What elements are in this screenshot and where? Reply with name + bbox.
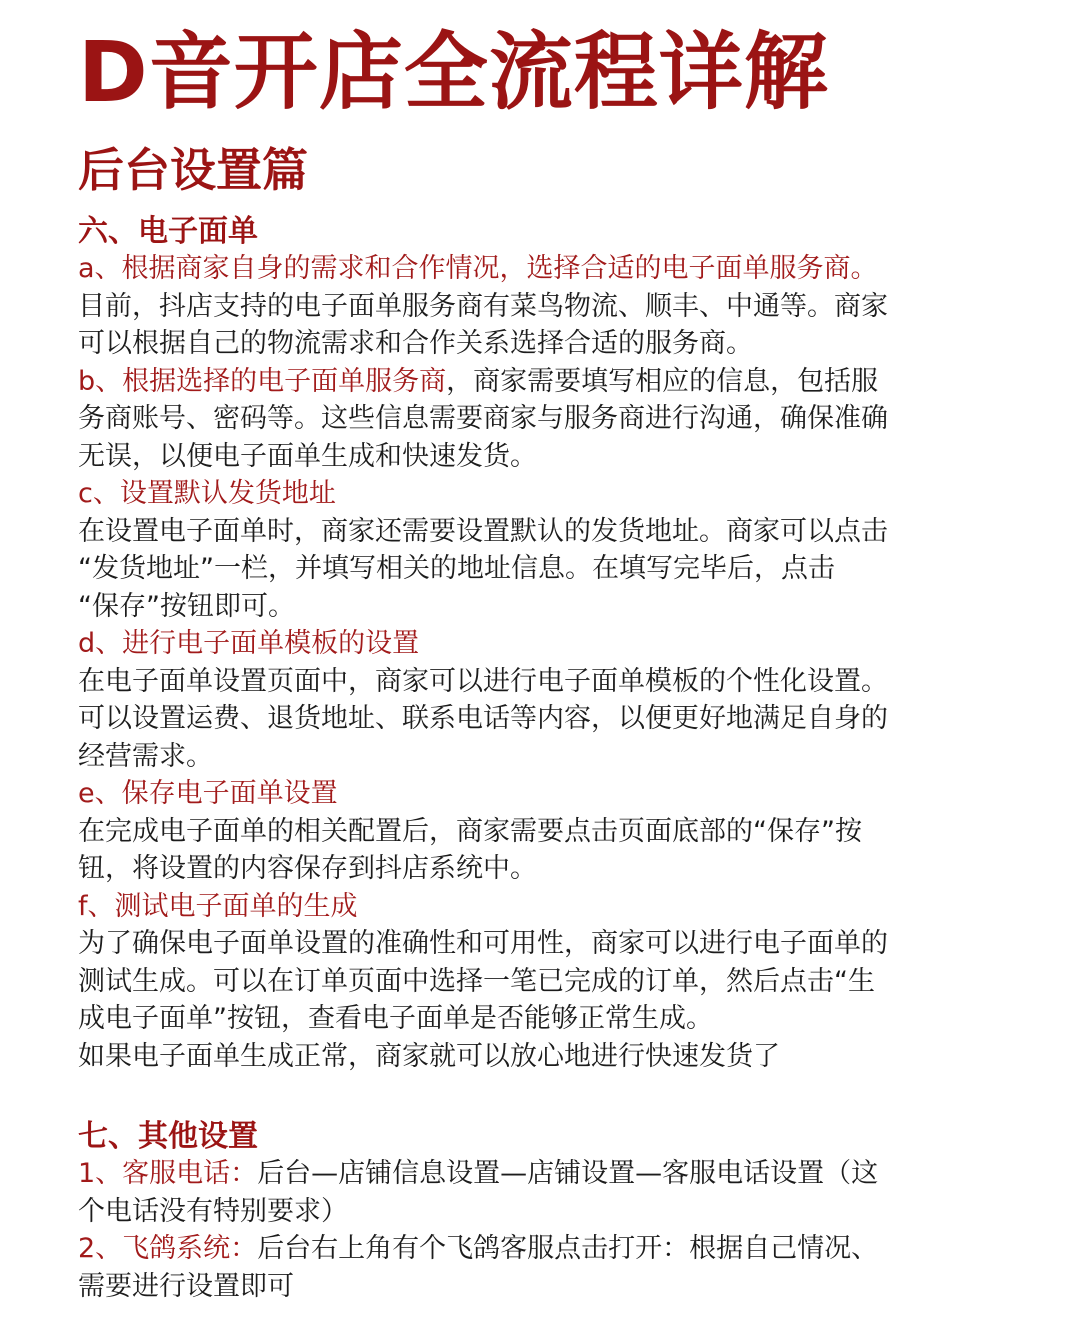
item-heading-b: b、根据选择的电子面单服务商 — [78, 365, 447, 397]
section-heading: 七、其他设置 — [78, 1119, 258, 1154]
item-body-f — [78, 925, 1010, 1075]
setting-text: 需要进行设置即可 — [78, 1270, 294, 1302]
text-line: 如果电子面单生成正常，商家就可以放心地进行快速发货了 — [78, 1040, 780, 1072]
item-body-d — [78, 663, 1010, 776]
section-other-settings — [78, 1119, 1010, 1305]
item-body-e — [78, 813, 1010, 888]
item-heading-d: d、进行电子面单模板的设置 — [78, 628, 420, 659]
item-heading-a: a、根据商家自身的需求和合作情况，选择合适的电子面单服务商。 — [78, 253, 878, 284]
page-title: D音开店全流程详解 — [78, 23, 829, 121]
setting-text: 个电话没有特别要求） — [78, 1195, 348, 1227]
text-line: 在设置电子面单时，商家还需要设置默认的发货地址。商家可以点击 — [78, 515, 888, 547]
setting-line — [78, 1155, 1010, 1193]
text-line: 在完成电子面单的相关配置后，商家需要点击页面底部的“保存”按 — [78, 815, 862, 847]
text-line: “保存”按钮即可。 — [78, 590, 295, 622]
item-body-b — [78, 363, 1010, 476]
section-heading: 六、电子面单 — [78, 214, 258, 249]
setting-line — [78, 1230, 1010, 1268]
item-body-c — [78, 513, 1010, 626]
setting-text: 后台—店铺信息设置—店铺设置—客服电话设置（这 — [257, 1158, 879, 1189]
text-line: 无误，以便电子面单生成和快速发货。 — [78, 440, 537, 472]
text-line: 经营需求。 — [78, 740, 213, 772]
item-heading-tail-b: ，商家需要填写相应的信息，包括服 — [446, 365, 879, 397]
item-heading-c: c、设置默认发货地址 — [78, 478, 336, 509]
setting-label: 1、客服电话： — [78, 1158, 258, 1189]
page-subtitle: 后台设置篇 — [78, 143, 308, 197]
item-heading-e: e、保存电子面单设置 — [78, 778, 338, 809]
text-line: 目前，抖店支持的电子面单服务商有菜鸟物流、顺丰、中通等。商家 — [78, 290, 888, 322]
text-line: “发货地址”一栏，并填写相关的地址信息。在填写完毕后，点击 — [78, 553, 835, 584]
setting-item-feige-system — [78, 1230, 1010, 1305]
item-heading-f: f、测试电子面单的生成 — [78, 890, 358, 922]
text-line: 成电子面单”按钮，查看电子面单是否能够正常生成。 — [78, 1003, 713, 1034]
setting-label: 2、飞鸽系统： — [78, 1233, 258, 1264]
setting-item-customer-service-phone — [78, 1155, 1010, 1230]
text-line: 测试生成。可以在订单页面中选择一笔已完成的订单，然后点击“生 — [78, 965, 875, 997]
setting-text: 后台右上角有个飞鸽客服点击打开：根据自己情况、 — [257, 1233, 879, 1264]
text-line: 钮，将设置的内容保存到抖店系统中。 — [78, 853, 537, 884]
text-line: 在电子面单设置页面中，商家可以进行电子面单模板的个性化设置。 — [78, 665, 888, 697]
text-line: 务商账号、密码等。这些信息需要商家与服务商进行沟通，确保准确 — [78, 403, 888, 434]
text-line: 为了确保电子面单设置的准确性和可用性，商家可以进行电子面单的 — [78, 928, 888, 959]
text-line: 可以设置运费、退货地址、联系电话等内容，以便更好地满足自身的 — [78, 703, 888, 734]
item-heading-line-b — [78, 363, 1010, 401]
text-line: 可以根据自己的物流需求和合作关系选择合适的服务商。 — [78, 328, 753, 359]
section-electronic-waybill — [78, 214, 1010, 1075]
item-body-a — [78, 288, 1010, 363]
